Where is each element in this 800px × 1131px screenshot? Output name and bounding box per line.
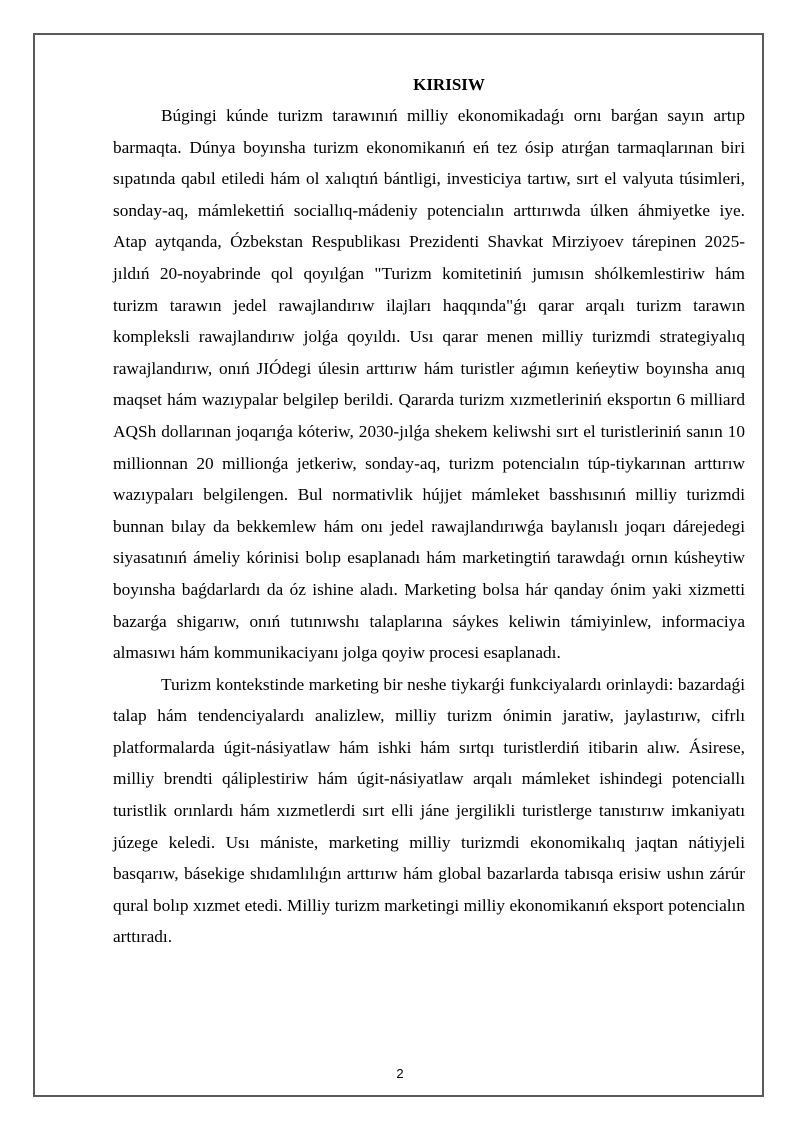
paragraph-2: Turizm kontekstinde marketing bir neshe tiykarǵi funkciyalardı orinlaydi: bazardaǵi talap hám tendenciyalardı analizlew, milliy turizm ónimin jaratiw, jaylastırıw, cifrlı platformalarda úgit-násiyatlaw hám ishki hám sırtqı turistlerdiń itibarin alıw. Ásirese, milliy brendti qáliplestiriw hám úgit-násiyatlaw arqalı mámleket ishindegi potenciallı turistlik orınlardı hám xızmetlerdi sırt elli jáne jergilikli turistlerge tanıstırıw imkaniyatı júzege keledi. Usı mániste, marketing milliy turizmdi ekonomikalıq jaqtan nátiyjeli basqarıw, básekige shıdamlılıǵın arttırıw hám global bazarlarda tabısqa erisiw ushın zárúr qural bolıp xızmet etedi. Milliy turizm marketingi milliy ekonomikanıń eksport potencialın arttıradı. [113, 674, 745, 947]
page-number: 2 [396, 1066, 404, 1081]
paragraph-1: Búgingi kúnde turizm tarawınıń milliy ekonomikadaǵı ornı barǵan sayın artıp barmaqta. Dúnya boyınsha turizm ekonomikanıń eń tez ósip atırǵan tarmaqlarınan biri sıpatında qabıl etiledi hám ol xalıqtıń bántligi, investiciya tartıw, sırt el valyuta túsimleri, sonday-aq, mámlekettiń sociallıq-mádeniy potencialın arttırıwda úlken áhmiyetke iye. Atap aytqanda, Ózbekstan Respublikası Prezidenti Shavkat Mirziyoev tárepinen 2025-jıldıń 20-noyabrinde qol qoyılǵan "Turizm komitetiniń jumısın shólkemlestiriw hám turizm tarawın jedel rawajlandırıw ilajları haqqında"ǵı qarar arqalı turizm tarawın kompleksli rawajlandırıw jolǵa qoyıldı. Usı qarar menen milliy turizmdi strategiyalıq rawajlandırıw, onıń JIÓdegi úlesin arttırıw hám turistler aǵımın keńeytiw boyınsha anıq maqset hám wazıypalar belgilep berildi. Qararda turizm xızmetleriniń eksportın 6 milliard AQSh dollarınan joqarıǵa kóteriw, 2030-jılǵa shekem keliwshi sırt el turistleriniń sanın 10 millionnan 20 millionǵa jetkeriw, sonday-aq, turizm potencialın túp-tiykarınan arttırıw wazıypaları belgilengen. Bul normativlik hújjet mámleket basshısınıń milliy turizmdi bunnan bılay da bekkemlew hám onı jedel rawajlandırıwǵa baylanıslı joqarı dárejedegi siyasatınıń ámeliy kórinisi bolıp esaplanadı hám marketingtiń tarawdaǵı ornın kúsheytiw boyınsha baǵdarlardı da óz ishine aladı. Marketing bolsa hár qanday ónim yaki xizmetti bazarǵa shigarıw, onıń tutınıwshı talaplarına sáykes keliwin támiyinlew, informaciya almasıwı hám kommunikaciyanı jolga qoyiw procesi esaplanadı. [113, 106, 745, 663]
section-title: KIRISIW [413, 75, 485, 94]
document-body [113, 74, 745, 953]
